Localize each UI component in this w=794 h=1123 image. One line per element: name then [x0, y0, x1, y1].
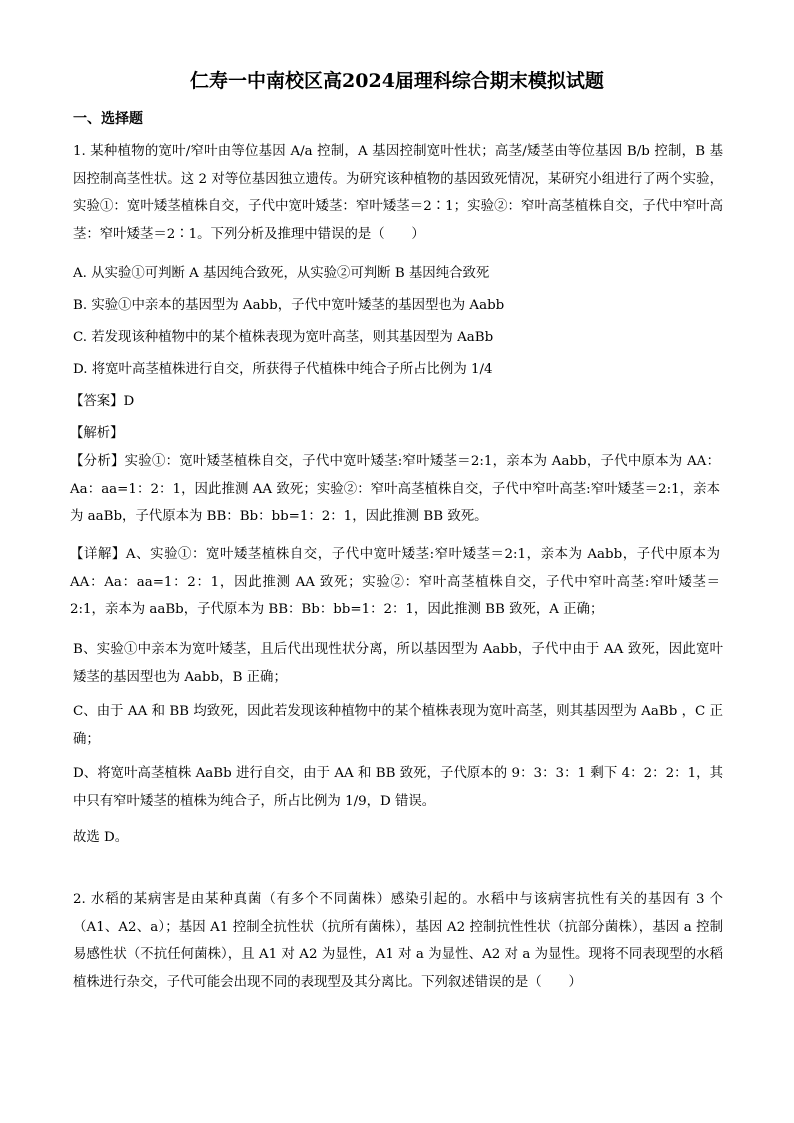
detailed-explanation-d: D、将宽叶高茎植株 AaBb 进行自交，由于 AA 和 BB 致死，子代原本的 9：3：3：1 剩下 4：2：2：1，其中只有窄叶矮茎的植株为纯合子，所占比例为 1/9，D 错误。	[73, 766, 723, 809]
question-1-option-a: A. 从实验①可判断 A 基因纯合致死，从实验②可判断 B 基因纯合致死	[73, 266, 490, 281]
question-2-stem: 2. 水稻的某病害是由某种真菌（有多个不同菌株）感染引起的。水稻中与该病害抗性有关的基因有 3 个（A1、A2、a）；基因 A1 控制全抗性状（抗所有菌株），基因 A2 控制抗性性状（抗部分菌株），基因 a 控制易感性状（不抗任何菌株），且 A1 对 A2 为显性，A1 对 a 为显性、A2 对 a 为显性。现将不同表现型的水稻植株进行杂交，子代可能会出现不同的表现型及其分离比。下列叙述错误的是（ ）	[73, 892, 723, 990]
question-1-option-b: B. 实验①中亲本的基因型为 Aabb，子代中宽叶矮茎的基因型也为 Aabb	[73, 298, 505, 313]
question-1-stem: 1. 某种植物的宽叶/窄叶由等位基因 A/a 控制，A 基因控制宽叶性状；高茎/矮茎由等位基因 B/b 控制，B 基因控制高茎性状。这 2 对等位基因独立遗传。为研究该种植物的基因致死情况，某研究小组进行了两个实验，实验①：宽叶矮茎植株自交，子代中宽叶矮茎：窄叶矮茎＝2∶1；实验②：窄叶高茎植株自交，子代中窄叶高茎：窄叶矮茎＝2∶1。下列分析及推理中错误的是（ ）	[73, 144, 723, 242]
detailed-explanation-c: C、由于 AA 和 BB 均致死，因此若发现该种植物中的某个植株表现为宽叶高茎，则其基因型为 AaBb ，C 正确；	[73, 704, 723, 747]
analysis-label: 【解析】	[70, 426, 124, 441]
section-heading: 一、选择题	[73, 111, 143, 127]
detailed-explanation-b: B、实验①中亲本为宽叶矮茎，且后代出现性状分离，所以基因型为 Aabb，子代中由于 AA 致死，因此宽叶矮茎的基因型也为 Aabb，B 正确；	[73, 642, 723, 685]
question-1-answer: 【答案】D	[70, 394, 135, 409]
page-title: 仁寿一中南校区高2024届理科综合期末模拟试题	[190, 70, 604, 92]
question-1-option-d: D. 将宽叶高茎植株进行自交，所获得子代植株中纯合子所占比例为 1/4	[73, 362, 493, 377]
detailed-explanation-a: 【详解】A、实验①：宽叶矮茎植株自交，子代中宽叶矮茎:窄叶矮茎＝2:1，亲本为 Aabb，子代中原本为 AA：Aa：aa=1：2：1，因此推测 AA 致死；实验②：窄叶高茎植株自交，子代中窄叶高茎:窄叶矮茎＝2:1，亲本为 aaBb，子代原本为 BB：Bb：bb=1：2：1，因此推测 BB 致死，A 正确；	[70, 547, 720, 617]
question-1-option-c: C. 若发现该种植物中的某个植株表现为宽叶高茎，则其基因型为 AaBb	[73, 330, 494, 345]
question-1-conclusion: 故选 D。	[73, 830, 129, 845]
analysis-summary: 【分析】实验①：宽叶矮茎植株自交，子代中宽叶矮茎:窄叶矮茎＝2:1，亲本为 Aabb，子代中原本为 AA：Aa：aa=1：2：1，因此推测 AA 致死；实验②：窄叶高茎植株自交，子代中窄叶高茎:窄叶矮茎＝2:1，亲本为 aaBb，子代原本为 BB：Bb：bb=1：2：1，因此推测 BB 致死。	[70, 454, 720, 524]
